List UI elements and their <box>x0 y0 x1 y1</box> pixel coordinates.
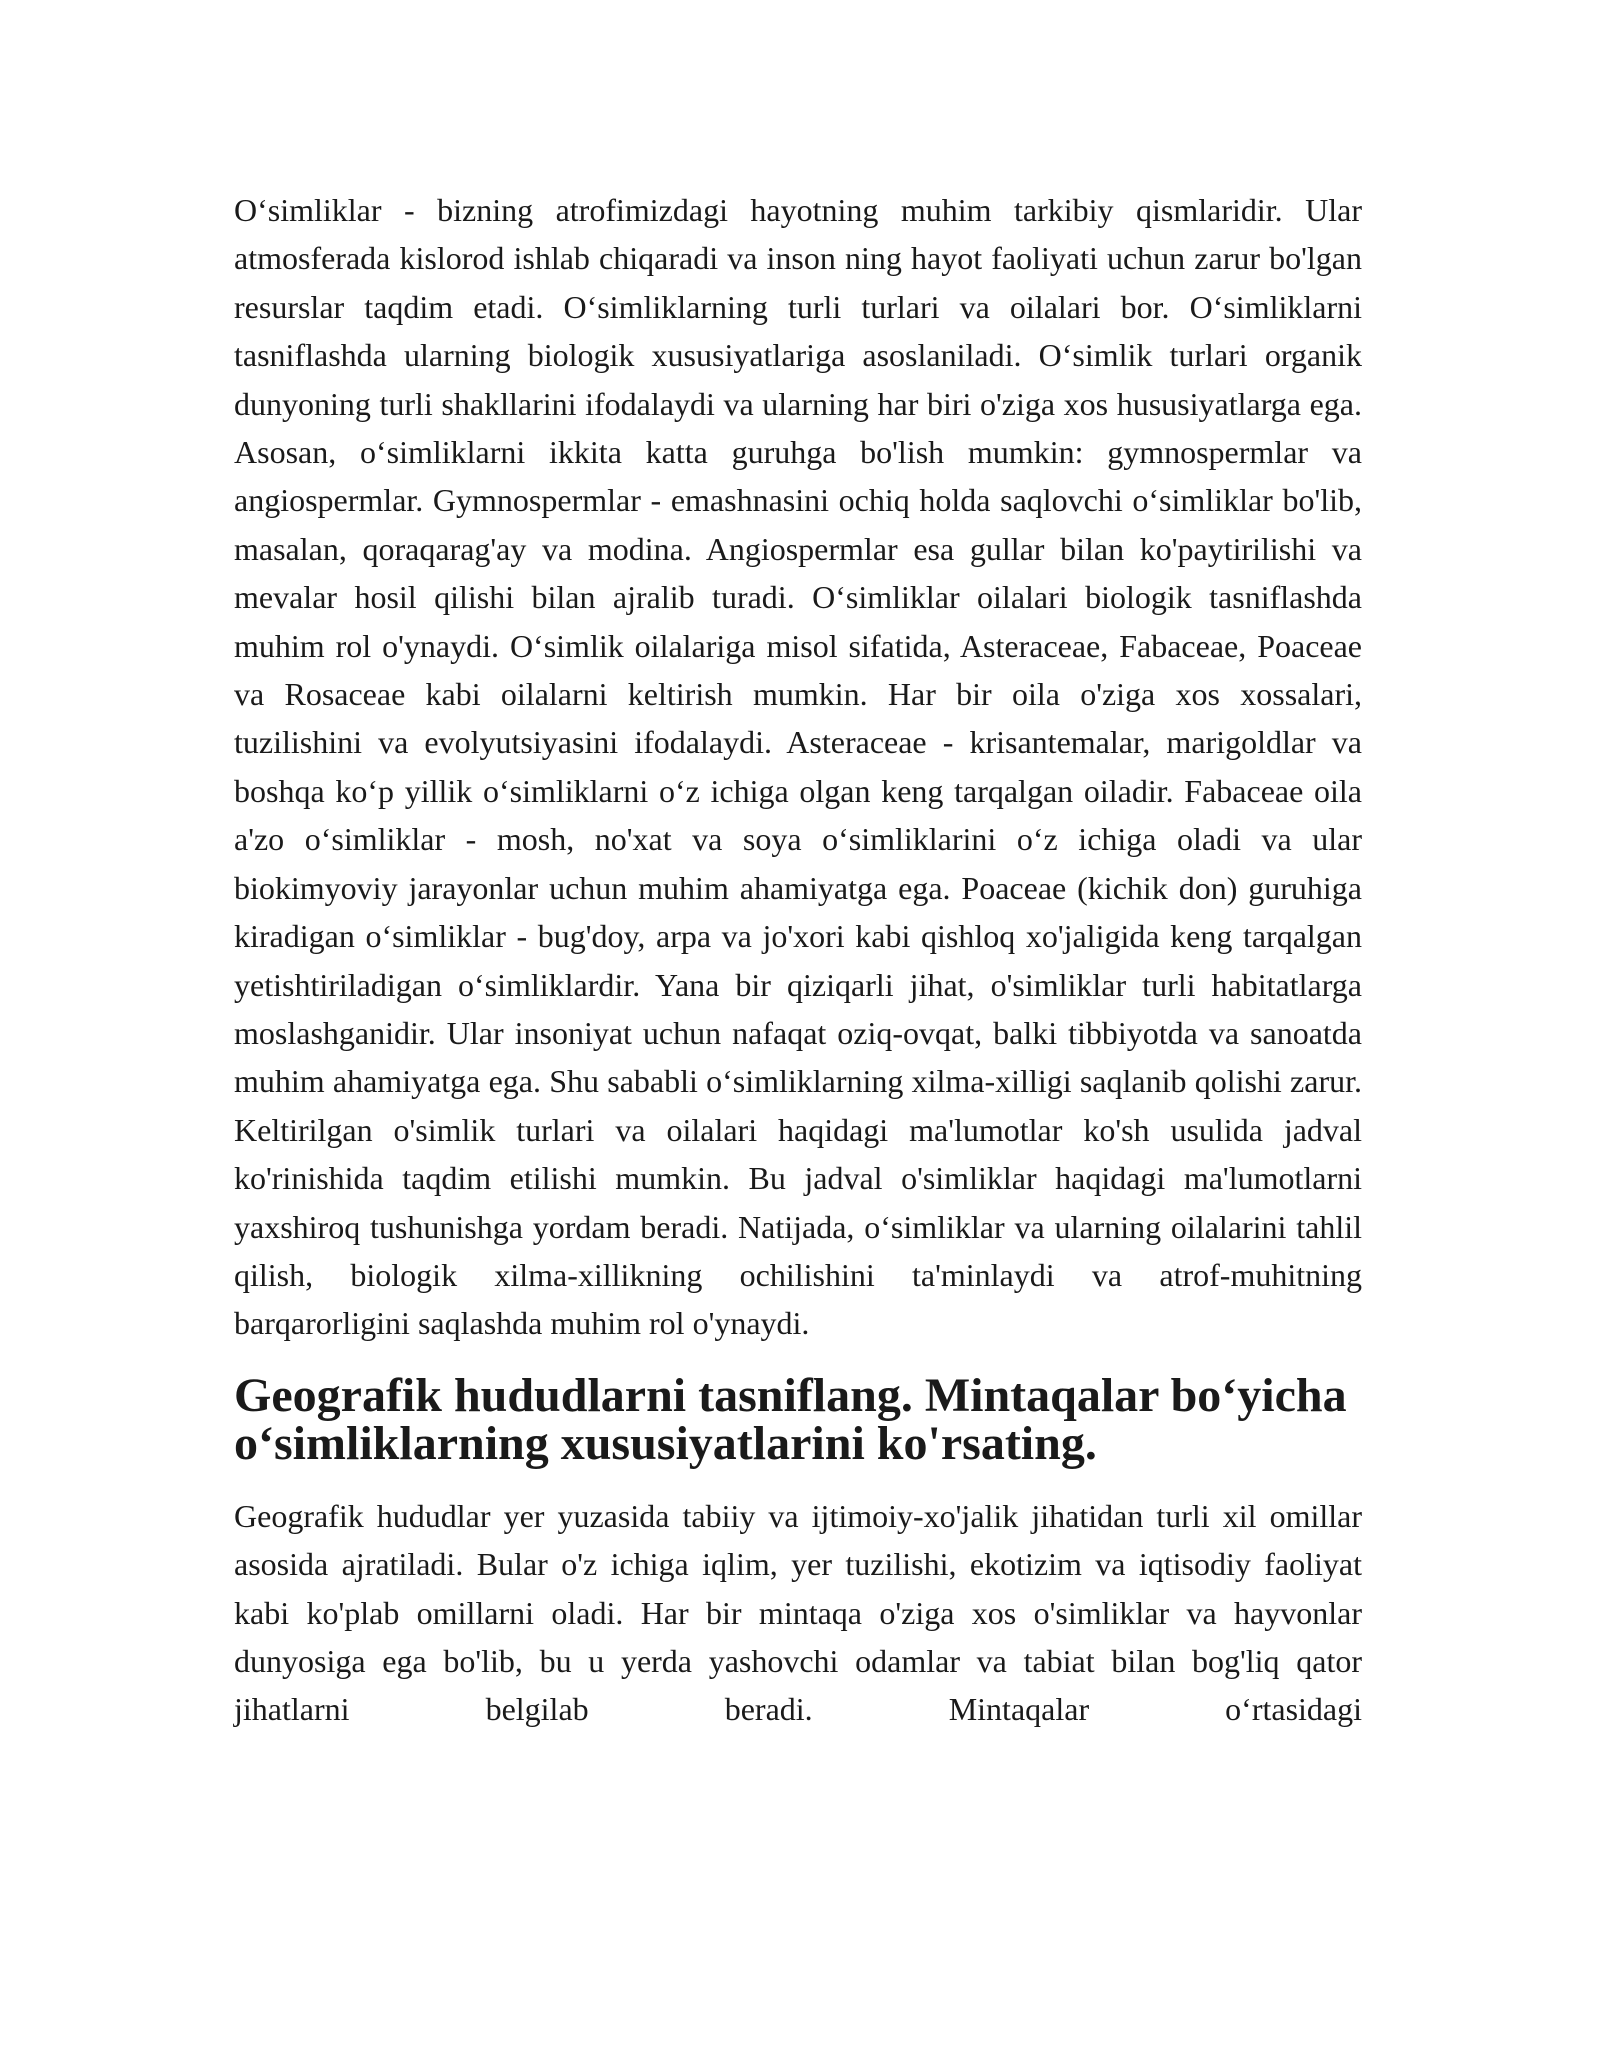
body-paragraph-geography: Geografik hududlar yer yuzasida tabiiy va ijtimoiy-xo'jalik jihatidan turli xil omillar asosida ajratiladi. Bular o'z ichiga iqlim, yer tuzilishi, ekotizim va iqtisodiy faoliyat kabi ko'plab omillarni oladi. Har bir mintaqa o'ziga xos o'simliklar va hayvonlar dunyosiga ega bo'lib, bu u yerda yashovchi odamlar va tabiat bilan bog'liq qator jihatlarni belgilab beradi. Mintaqalar o‘rtasidagi <box>234 1497 1362 1728</box>
document-page <box>234 186 1362 1734</box>
section-heading: Geografik hududlarni tasniflang. Mintaqalar bo‘yicha o‘simliklarning xususiyatlarini ko'rsating. <box>234 1368 1347 1470</box>
body-paragraph-plants: O‘simliklar - bizning atrofimizdagi hayotning muhim tarkibiy qismlaridir. Ular atmosferada kislorod ishlab chiqaradi va inson ning hayot faoliyati uchun zarur bo'lgan resurslar taqdim etadi. O‘simliklarning turli turlari va oilalari bor. O‘simliklarni tasniflashda ularning biologik xususiyatlariga asoslaniladi. O‘simlik turlari organik dunyoning turli shakllarini ifodalaydi va ularning har biri o'ziga xos hususiyatlarga ega. Asosan, o‘simliklarni ikkita katta guruhga bo'lish mumkin: gymnospermlar va angiospermlar. Gymnospermlar - emashnasini ochiq holda saqlovchi o‘simliklar bo'lib, masalan, qoraqarag'ay va modina. Angiospermlar esa gullar bilan ko'paytirilishi va mevalar hosil qilishi bilan ajralib turadi. O‘simliklar oilalari biologik tasniflashda muhim rol o'ynaydi. O‘simlik oilalariga misol sifatida, Asteraceae, Fabaceae, Poaceae va Rosaceae kabi oilalarni keltirish mumkin. Har bir oila o'ziga xos xossalari, tuzilishini va evolyutsiyasini ifodalaydi. Asteraceae - krisantemalar, marigoldlar va boshqa ko‘p yillik o‘simliklarni o‘z ichiga olgan keng tarqalgan oiladir. Fabaceae oila a'zo o‘simliklar - mosh, no'xat va soya o‘simliklarini o‘z ichiga oladi va ular biokimyoviy jarayonlar uchun muhim ahamiyatga ega. Poaceae (kichik don) guruhiga kiradigan o‘simliklar - bug'doy, arpa va jo'xori kabi qishloq xo'jaligida keng tarqalgan yetishtiriladigan o‘simliklardir. Yana bir qiziqarli jihat, o'simliklar turli habitatlarga moslashganidir. Ular insoniyat uchun nafaqat oziq-ovqat, balki tibbiyotda va sanoatda muhim ahamiyatga ega. Shu sababli o‘simliklarning xilma-xilligi saqlanib qolishi zarur. Keltirilgan o'simlik turlari va oilalari haqidagi ma'lumotlar ko'sh usulida jadval ko'rinishida taqdim etilishi mumkin. Bu jadval o'simliklar haqidagi ma'lumotlarni yaxshiroq tushunishga yordam beradi. Natijada, o‘simliklar va ularning oilalarini tahlil qilish, biologik xilma-xillikning ochilishini ta'minlaydi va atrof-muhitning barqarorligini saqlashda muhim rol o'ynaydi. <box>234 192 1362 1342</box>
